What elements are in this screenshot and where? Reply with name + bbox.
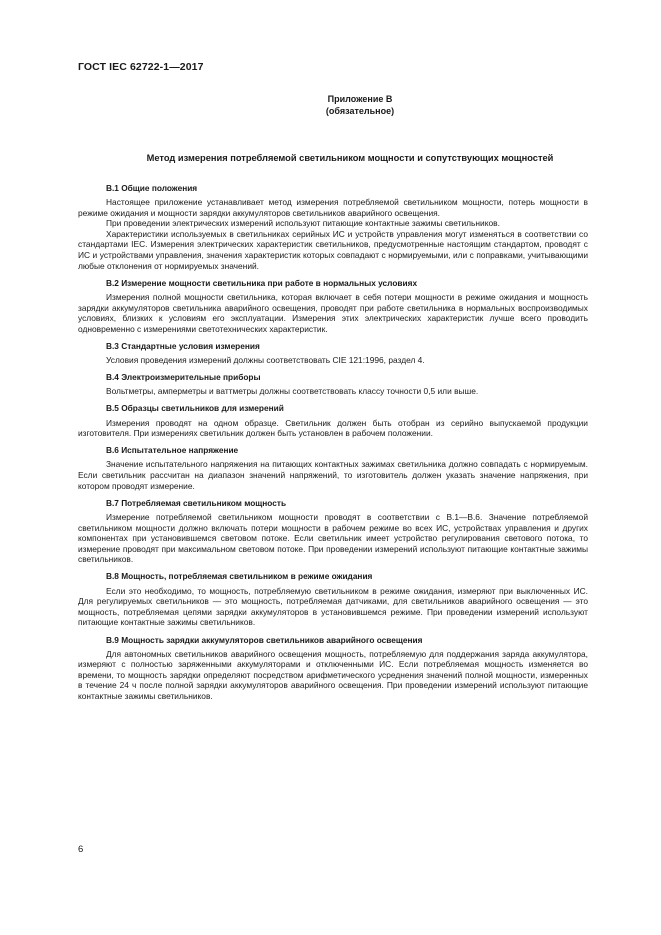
section-heading: В.1 Общие положения [106,183,198,193]
annex-heading [220,93,500,117]
paragraph: Условия проведения измерений должны соответствовать CIE 121:1996, раздел 4. [106,355,425,365]
paragraph: Значение испытательного напряжения на питающих контактных зажимах светильника должно совпадать с нормируемым. Если светильник рассчитан на диапазон значений напряжений, то изготовитель должен указать значение напряжения, при котором проводят измерение. [78,459,588,491]
paragraph: Измерения полной мощности светильника, которая включает в себя потери мощности в режиме ожидания и мощность зарядки аккумуляторов светильника аварийного освещения, проводят при работе светильника в нормальных воспроизводимых условиях, близких к условиям его эксплуатации. Измерения этих электрических характеристик лучше всего проводить одновременно с измерениями светотехнических характеристик. [78,291,588,334]
section-heading: В.7 Потребляемая светильником мощность [106,497,287,508]
section-b8 [78,571,588,627]
section-b7 [78,498,588,565]
annex-status: (обязательное) [325,106,395,116]
section-b6 [78,445,588,491]
section-b3 [78,341,588,366]
section-heading: В.2 Измерение мощности светильника при работе в нормальных условиях [106,277,418,288]
section-heading: В.8 Мощность, потребляемая светильником в режиме ожидания [106,571,373,582]
paragraph: Если это необходимо, то мощность, потребляемую светильником в режиме ожидания, измеряют при выключенных ИС. Для регулируемых светильников — это мощность, потребляемая датчиками, для светильников аварийного освещения — это мощность, потребляемая цепями зарядки аккумуляторов в установившемся режиме. При проведении измерений используют питающие контактные зажимы светильников. [78,585,588,628]
section-heading: В.6 Испытательное напряжение [106,445,239,456]
section-b1 [78,183,588,271]
main-title: Метод измерения потребляемой светильником мощности и сопутствующих мощностей [146,153,554,163]
document-body [78,183,588,708]
paragraph: Настоящее приложение устанавливает метод измерения потребляемой светильником мощности, потерь мощности в режиме ожидания и мощности зарядки аккумуляторов светильников аварийного освещения. [78,197,588,218]
section-b2 [78,278,588,334]
section-heading: В.4 Электроизмерительные приборы [106,372,261,383]
section-b9 [78,635,588,702]
annex-title: Приложение В [327,94,393,104]
paragraph: Характеристики используемых в светильниках серийных ИС и устройств управления могут изменяться в соответствии со стандартами IEC. Измерения электрических характеристик светильников, предусмотренные настоящим стандартом, проводят с ИС и устройствами управления, значения характеристик которых совпадают с нормируемыми, или с поправками, учитывающими любые отклонения от нормируемых значений. [78,228,588,271]
paragraph: Измерения проводят на одном образце. Светильник должен быть отобран из серийно выпускаемой продукции изготовителя. При измерениях светильник должен быть установлен в рабочем положении. [78,417,588,439]
paragraph: Для автономных светильников аварийного освещения мощность, потребляемую для поддержания заряда аккумулятора, измеряют с полностью заряженными аккумуляторами и отключенными ИС. Если потребляемая мощность изменяется во времени, то мощность зарядки определяют посредством арифметического усреднения значений полной мощности, измеренных в течение 24 ч после полной зарядки аккумуляторов аварийного освещения. При проведении измерений используют питающие контактные зажимы светильников. [78,648,588,701]
document-header: ГОСТ IEC 62722-1—2017 [78,61,204,73]
section-heading: В.9 Мощность зарядки аккумуляторов светильников аварийного освещения [106,634,423,645]
section-heading: В.3 Стандартные условия измерения [106,340,260,351]
page-number: 6 [78,844,84,855]
paragraph: Вольтметры, амперметры и ваттметры должны соответствовать классу точности 0,5 или выше. [106,386,479,397]
section-b4 [78,372,588,397]
section-heading: В.5 Образцы светильников для измерений [106,403,284,414]
paragraph: При проведении электрических измерений используют питающие контактные зажимы светильников. [106,218,500,229]
section-b5 [78,403,588,438]
paragraph: Измерение потребляемой светильником мощности проводят в соответствии с В.1—В.6. Значение потребляемой светильником мощности должно включать потери мощности в рабочем режиме во всех ИС, устройствах управления и других компонентах при установившемся световом потоке. Если светильник имеет устройство регулирования светового потока, то измерение проводят при максимальном световом потоке. При проведении измерений используют питающие контактные зажимы светильников. [78,511,588,565]
